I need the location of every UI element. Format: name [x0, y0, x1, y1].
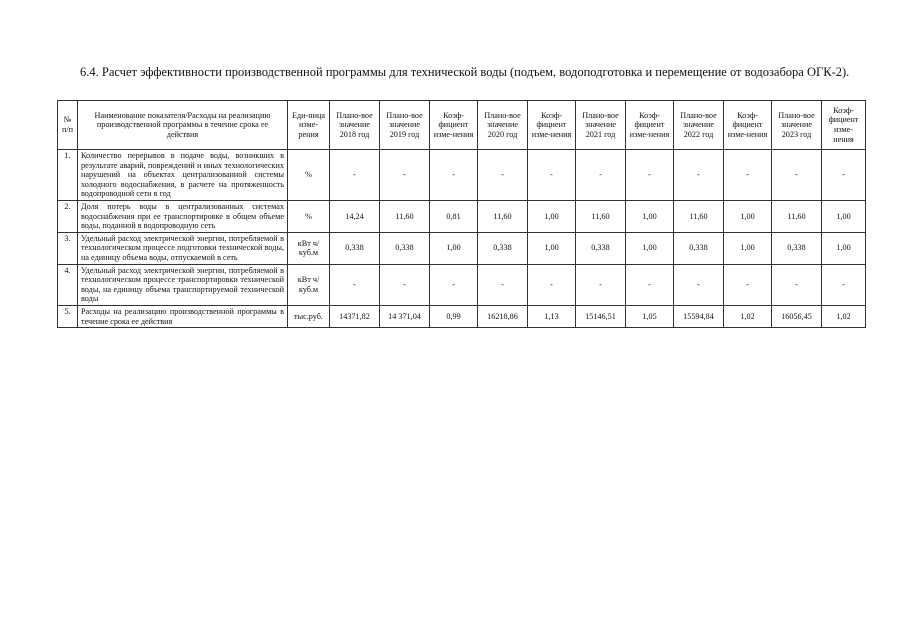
value-cell: 0,338 — [380, 232, 430, 264]
value-cell: 15594,84 — [674, 305, 724, 327]
value-cell: - — [430, 264, 478, 305]
value-cell: - — [576, 150, 626, 201]
header-coef-2022: Коэф-фициент изме-нения — [724, 101, 772, 150]
indicator-name: Удельный расход электрической энергии, потребляемой в технологическом процессе подготовки технической воды, на единицу объема воды, отпускаемой в сеть — [78, 232, 288, 264]
header-plan-2020: Плано-вое значение 2020 год — [478, 101, 528, 150]
value-cell: 16218,86 — [478, 305, 528, 327]
unit-cell: кВт ч/куб.м — [288, 264, 330, 305]
value-cell: 15146,51 — [576, 305, 626, 327]
indicator-name: Расходы на реализацию производственной программы в течение срока ее действия — [78, 305, 288, 327]
value-cell: 1,00 — [822, 232, 866, 264]
value-cell: 16056,45 — [772, 305, 822, 327]
table-row — [58, 200, 866, 232]
header-coef-2019: Коэф-фициент изме-нения — [430, 101, 478, 150]
value-cell: - — [822, 264, 866, 305]
value-cell: 1,00 — [528, 232, 576, 264]
value-cell: 0,81 — [430, 200, 478, 232]
value-cell: 0,338 — [330, 232, 380, 264]
indicator-name: Удельный расход электрической энергии, потребляемой в технологическом процессе транспортировки технической воды, на единицу объема транспортируемой технической воды — [78, 264, 288, 305]
value-cell: - — [430, 150, 478, 201]
header-plan-2023: Плано-вое значение 2023 год — [772, 101, 822, 150]
value-cell: 1,00 — [430, 232, 478, 264]
value-cell: 1,13 — [528, 305, 576, 327]
value-cell: 1,00 — [822, 200, 866, 232]
value-cell: - — [528, 150, 576, 201]
value-cell: 11,60 — [478, 200, 528, 232]
header-plan-2022: Плано-вое значение 2022 год — [674, 101, 724, 150]
unit-cell: % — [288, 200, 330, 232]
value-cell: 0,338 — [674, 232, 724, 264]
header-unit: Еди-ница изме-рения — [288, 101, 330, 150]
value-cell: - — [478, 264, 528, 305]
table-row — [58, 232, 866, 264]
value-cell: 14371,82 — [330, 305, 380, 327]
unit-cell: % — [288, 150, 330, 201]
value-cell: 1,02 — [724, 305, 772, 327]
value-cell: 1,00 — [724, 232, 772, 264]
value-cell: 1,00 — [626, 232, 674, 264]
value-cell: - — [528, 264, 576, 305]
value-cell: - — [626, 150, 674, 201]
header-coef-2021: Коэф-фициент изме-нения — [626, 101, 674, 150]
value-cell: - — [724, 150, 772, 201]
indicator-name: Количество перерывов в подаче воды, возникших в результате аварий, повреждений и иных технологических нарушений на объектах централизованной системы холодного водоснабжения, в расчете на протяженность водопроводной сети в год — [78, 150, 288, 201]
value-cell: - — [478, 150, 528, 201]
value-cell: 1,00 — [626, 200, 674, 232]
header-plan-2019: Плано-вое значение 2019 год — [380, 101, 430, 150]
section-heading: 6.4. Расчет эффективности производственной программы для технической воды (подъем, водоподготовка и перемещение от водозабора ОГК-2). — [80, 65, 850, 79]
indicator-name: Доля потерь воды в централизованных системах водоснабжения при ее транспортировке в общем объеме воды, поданной в водопроводную сеть — [78, 200, 288, 232]
value-cell: 0,338 — [772, 232, 822, 264]
table-header-row — [58, 101, 866, 150]
table-row — [58, 264, 866, 305]
value-cell: - — [576, 264, 626, 305]
efficiency-table — [57, 100, 866, 328]
row-number: 5. — [58, 305, 78, 327]
value-cell: 14,24 — [330, 200, 380, 232]
value-cell: 1,00 — [724, 200, 772, 232]
header-plan-2018: Плано-вое значение 2018 год — [330, 101, 380, 150]
value-cell: - — [674, 264, 724, 305]
value-cell: - — [724, 264, 772, 305]
value-cell: 14 371,04 — [380, 305, 430, 327]
row-number: 3. — [58, 232, 78, 264]
value-cell: 0,338 — [478, 232, 528, 264]
value-cell: 1,02 — [822, 305, 866, 327]
value-cell: - — [674, 150, 724, 201]
value-cell: 0,338 — [576, 232, 626, 264]
value-cell: - — [330, 150, 380, 201]
row-number: 1. — [58, 150, 78, 201]
value-cell: 11,60 — [772, 200, 822, 232]
unit-cell: кВт ч/куб.м — [288, 232, 330, 264]
table-row — [58, 150, 866, 201]
value-cell: - — [626, 264, 674, 305]
header-name: Наименование показателя/Расходы на реализацию производственной программы в течение срока ее действия — [78, 101, 288, 150]
header-coef-2020: Коэф-фициент изме-нения — [528, 101, 576, 150]
header-plan-2021: Плано-вое значение 2021 год — [576, 101, 626, 150]
unit-cell: тыс.руб. — [288, 305, 330, 327]
row-number: 2. — [58, 200, 78, 232]
value-cell: - — [380, 264, 430, 305]
header-num: № п/п — [58, 101, 78, 150]
value-cell: 0,99 — [430, 305, 478, 327]
value-cell: - — [822, 150, 866, 201]
value-cell: 11,60 — [380, 200, 430, 232]
table-row — [58, 305, 866, 327]
value-cell: - — [772, 264, 822, 305]
value-cell: - — [772, 150, 822, 201]
value-cell: 11,60 — [576, 200, 626, 232]
value-cell: - — [380, 150, 430, 201]
header-coef-2023: Коэф-фициент изме-нения — [822, 101, 866, 150]
value-cell: - — [330, 264, 380, 305]
row-number: 4. — [58, 264, 78, 305]
value-cell: 1,05 — [626, 305, 674, 327]
value-cell: 1,00 — [528, 200, 576, 232]
value-cell: 11,60 — [674, 200, 724, 232]
